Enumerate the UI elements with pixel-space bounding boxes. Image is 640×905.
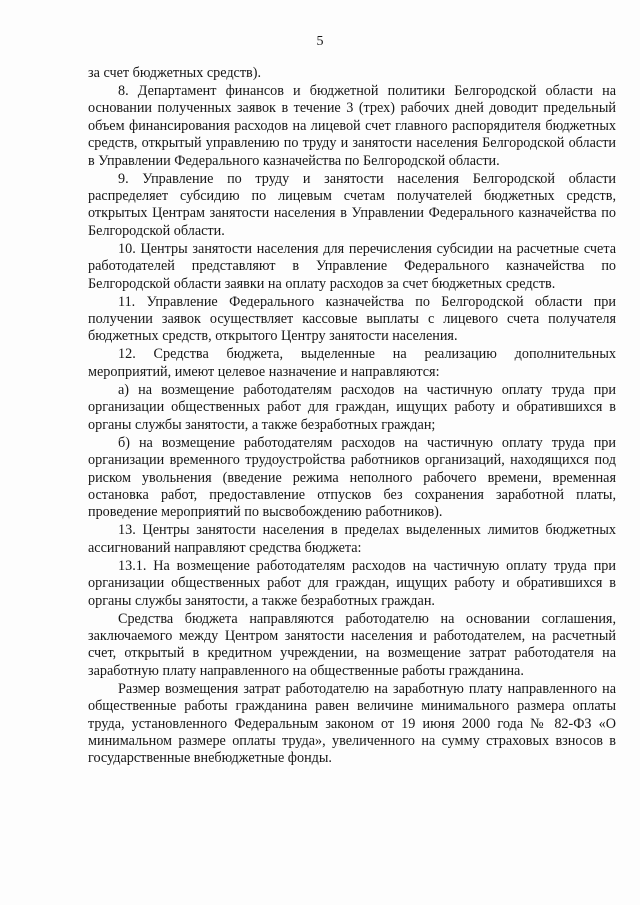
paragraph-9: 9. Управление по труду и занятости населения Белгородской области распределяет субсидию по лицевым счетам получателей бюджетных средств, открытых Центрам занятости населения в Управлении Федерального казначейства по Белгородской области. — [88, 170, 616, 239]
paragraph-12a: а) на возмещение работодателям расходов на частичную оплату труда при организации общественных работ для граждан, ищущих работу и обратившихся в органы службы занятости, а также безработных граждан; — [88, 381, 616, 433]
paragraph-13-1: 13.1. На возмещение работодателям расходов на частичную оплату труда при организации общественных работ для граждан, ищущих работу и обратившихся в органы службы занятости, а также безработных граждан. — [88, 557, 616, 609]
paragraph-12: 12. Средства бюджета, выделенные на реализацию дополнительных мероприятий, имеют целевое назначение и направляются: — [88, 346, 616, 380]
page-number: 5 — [316, 34, 324, 49]
paragraph-funds-direction: Средства бюджета направляются работодателю на основании соглашения, заключаемого между Центром занятости населения и работодателем, на расчетный счет, открытый в кредитном учреждении, на возмещение затрат работодателя на заработную плату направленного на общественные работы гражданина. — [88, 610, 616, 679]
document-body — [88, 65, 616, 768]
paragraph-11: 11. Управление Федерального казначейства по Белгородской области при получении заявок осуществляет кассовые выплаты с лицевого счета получателя бюджетных средств, открытого Центру занятости населения. — [88, 293, 616, 345]
paragraph-continuation: за счет бюджетных средств). — [88, 65, 262, 81]
paragraph-8: 8. Департамент финансов и бюджетной политики Белгородской области на основании полученных заявок в течение 3 (трех) рабочих дней доводит предельный объем финансирования расходов на лицевой счет главного распорядителя бюджетных средств, открытый управлению по труду и занятости населения Белгородской области в Управлении Федерального казначейства по Белгородской области. — [88, 83, 616, 169]
paragraph-reimbursement-size: Размер возмещения затрат работодателю на заработную плату направленного на общественные работы гражданина равен величине минимального размера оплаты труда, установленного Федеральным законом от 19 июня 2000 года № 82-ФЗ «О минимальном размере оплаты труда», увеличенного на сумму страховых взносов в государственные внебюджетные фонды. — [88, 680, 616, 767]
paragraph-12b: б) на возмещение работодателям расходов на частичную оплату труда при организации временного трудоустройства работников организаций, находящихся под риском увольнения (введение режима неполного рабочего времени, временная остановка работ, предоставление отпусков без сохранения заработной платы, проведение мероприятий по высвобождению работников). — [88, 434, 616, 521]
paragraph-13: 13. Центры занятости населения в пределах выделенных лимитов бюджетных ассигнований направляют средства бюджета: — [88, 522, 616, 556]
paragraph-10: 10. Центры занятости населения для перечисления субсидии на расчетные счета работодателей представляют в Управление Федерального казначейства по Белгородской области заявки на оплату расходов за счет бюджетных средств. — [88, 240, 616, 292]
